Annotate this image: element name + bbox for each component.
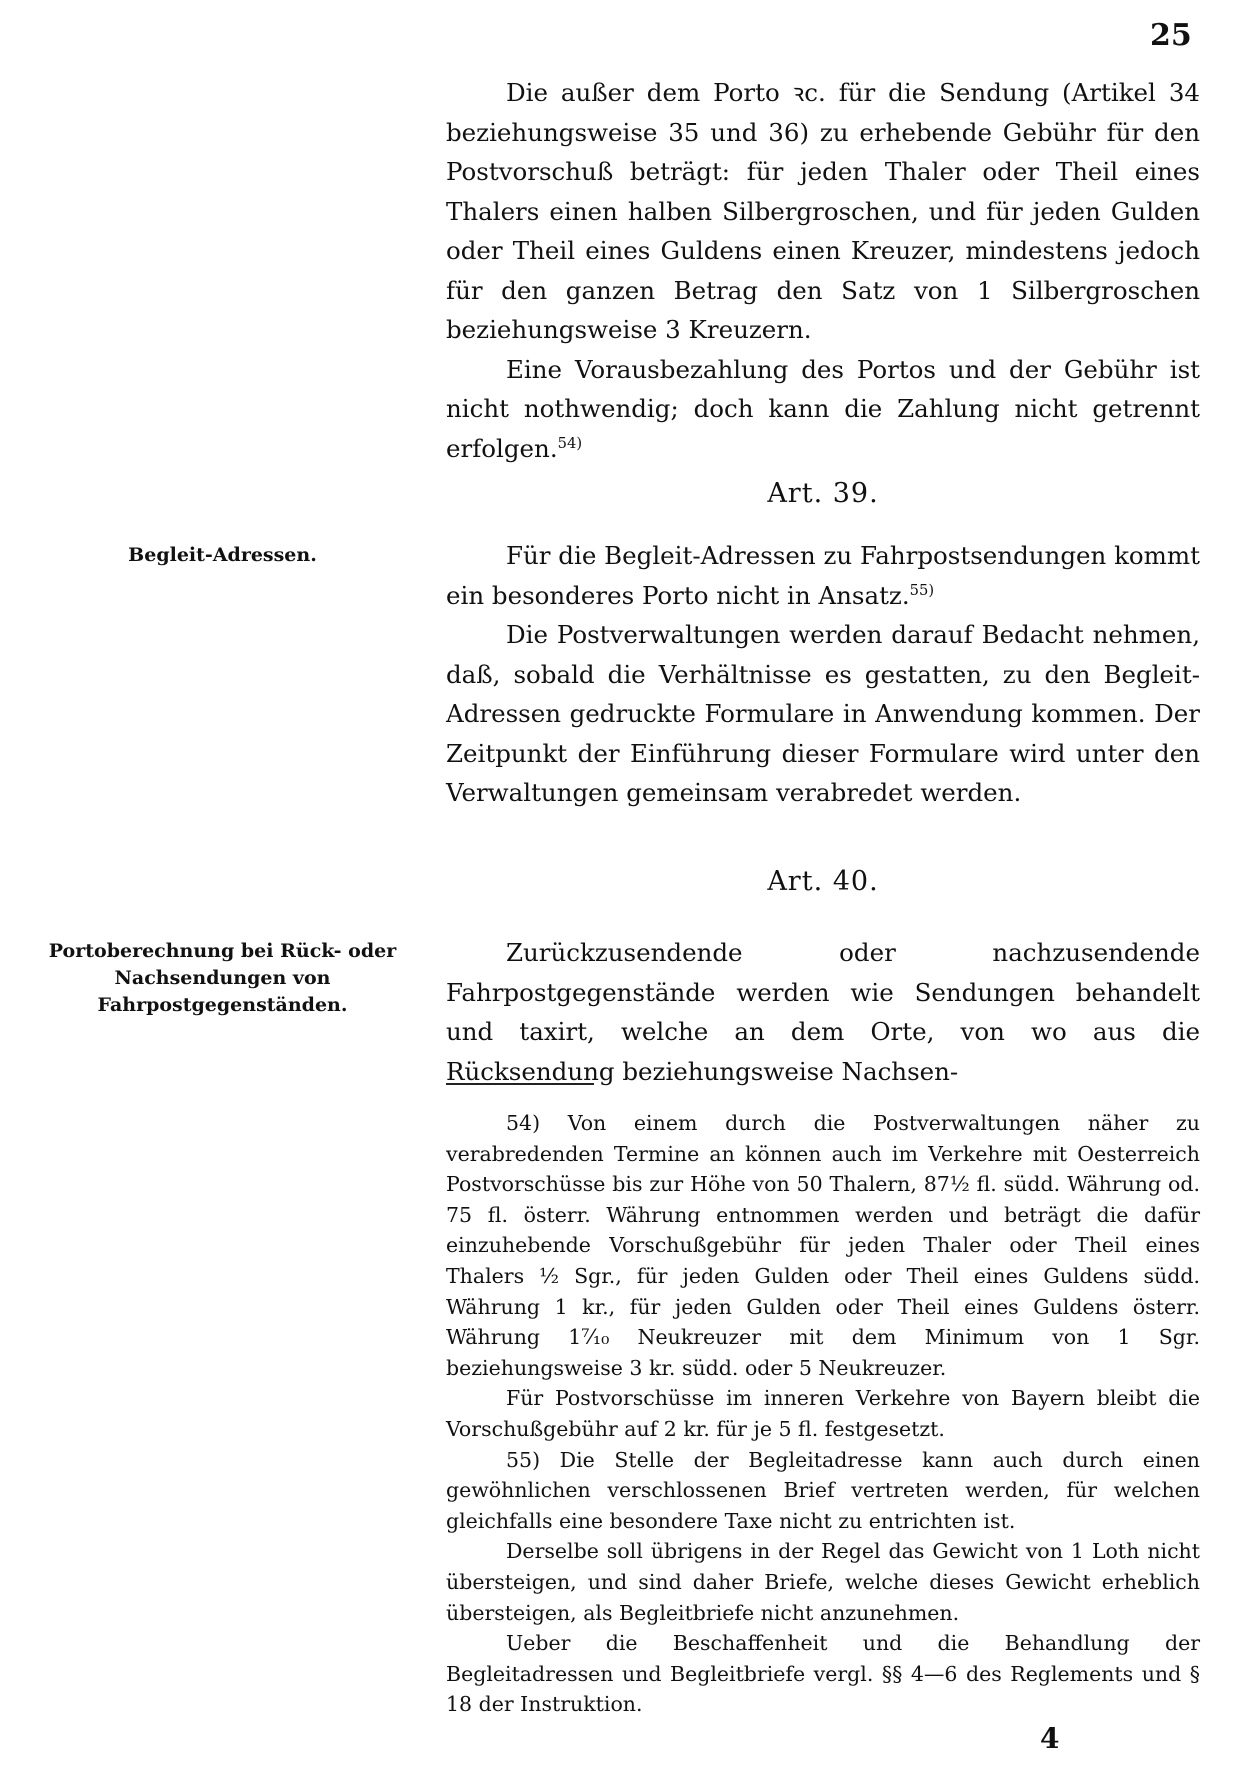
margin-note-begleit-adressen: Begleit-Adressen. xyxy=(128,544,317,566)
article-39-body xyxy=(446,536,1200,813)
paragraph-fee-text: Die außer dem Porto ꝛc. für die Sendung (Artikel 34 beziehungsweise 35 und 36) zu erhebende Gebühr für den Postvorschuß beträgt: für jeden Thaler oder Theil eines Thalers einen halben Silbergroschen, und für jeden Gulden oder Theil eines Guldens einen Kreuzer, mindestens jedoch für den ganzen Betrag den Satz von 1 Silbergroschen beziehungsweise 3 Kreuzern. xyxy=(446,78,1200,344)
paragraph-formulare xyxy=(446,615,1200,813)
paragraph-fee xyxy=(446,73,1200,350)
paragraph-ruecksendung-text: Zurückzusendende oder nachzusendende Fahrpostgegenstände werden wie Sendungen behandelt und taxirt, welche an dem Orte, von wo aus die Rücksendung beziehungsweise Nachsen- xyxy=(446,938,1200,1086)
article-40-heading: Art. 40. xyxy=(767,866,879,897)
page-number: 25 xyxy=(1150,18,1192,53)
footnote-ref-54[interactable]: 54) xyxy=(557,434,583,452)
paragraph-begleit-porto-text: Für die Begleit-Adressen zu Fahrpostsendungen kommt ein besonderes Porto nicht in Ansatz. xyxy=(446,541,1200,610)
article-40-body xyxy=(446,933,1200,1091)
paragraph-prepayment-text: Eine Vorausbezahlung des Portos und der Gebühr ist nicht nothwendig; doch kann die Zahlung nicht getrennt erfolgen. xyxy=(446,354,1200,463)
footnote-divider xyxy=(446,1083,594,1085)
footnote-54-bavaria: Für Postvorschüsse im inneren Verkehre von Bayern bleibt die Vorschußgebühr auf 2 kr. für je 5 fl. festgesetzt. xyxy=(446,1386,1200,1441)
footnote-ref-55[interactable]: 55) xyxy=(909,581,935,599)
footnotes xyxy=(446,1108,1200,1720)
article-38-continuation xyxy=(446,73,1200,468)
paragraph-formulare-text: Die Postverwaltungen werden darauf Bedacht nehmen, daß, sobald die Verhältnisse es gestatten, zu den Begleit-Adressen gedruckte Formulare in Anwendung kommen. Der Zeitpunkt der Einführung dieser Formulare wird unter den Verwaltungen gemeinsam verabredet werden. xyxy=(446,620,1200,807)
paragraph-begleit-porto xyxy=(446,536,1200,615)
footnote-54: 54) Von einem durch die Postverwaltungen näher zu verabredenden Termine an können auch im Verkehre mit Oesterreich Postvorschüsse bis zur Höhe von 50 Thalern, 87½ fl. südd. Währung od. 75 fl. österr. Währung entnommen werden und beträgt die dafür einzuhebende Vorschußgebühr für jeden Thaler oder Theil eines Thalers ½ Sgr., für jeden Gulden oder Theil eines Guldens südd. Währung 1 kr., für jeden Gulden oder Theil eines Guldens österr. Währung 1⁷⁄₁₀ Neukreuzer mit dem Minimum von 1 Sgr. beziehungsweise 3 kr. südd. oder 5 Neukreuzer. xyxy=(446,1111,1200,1380)
article-39-heading: Art. 39. xyxy=(767,478,879,509)
signature-mark: 4 xyxy=(1040,1722,1060,1755)
footnote-55-weight: Derselbe soll übrigens in der Regel das Gewicht von 1 Loth nicht übersteigen, und sind daher Briefe, welche dieses Gewicht erheblich übersteigen, als Begleitbriefe nicht anzunehmen. xyxy=(446,1539,1200,1625)
footnote-55-reference: Ueber die Beschaffenheit und die Behandlung der Begleitadressen und Begleitbriefe vergl. §§ 4—6 des Reglements und § 18 der Instruktion. xyxy=(446,1631,1200,1717)
footnote-55: 55) Die Stelle der Begleitadresse kann auch durch einen gewöhnlichen verschlossenen Brief vertreten werden, für welchen gleichfalls eine besondere Taxe nicht zu entrichten ist. xyxy=(446,1447,1200,1533)
paragraph-ruecksendung xyxy=(446,933,1200,1091)
paragraph-prepayment xyxy=(446,350,1200,469)
margin-note-portoberechnung: Portoberechnung bei Rück- oder Nachsendungen von Fahrpostgegenständen. xyxy=(48,940,397,1016)
